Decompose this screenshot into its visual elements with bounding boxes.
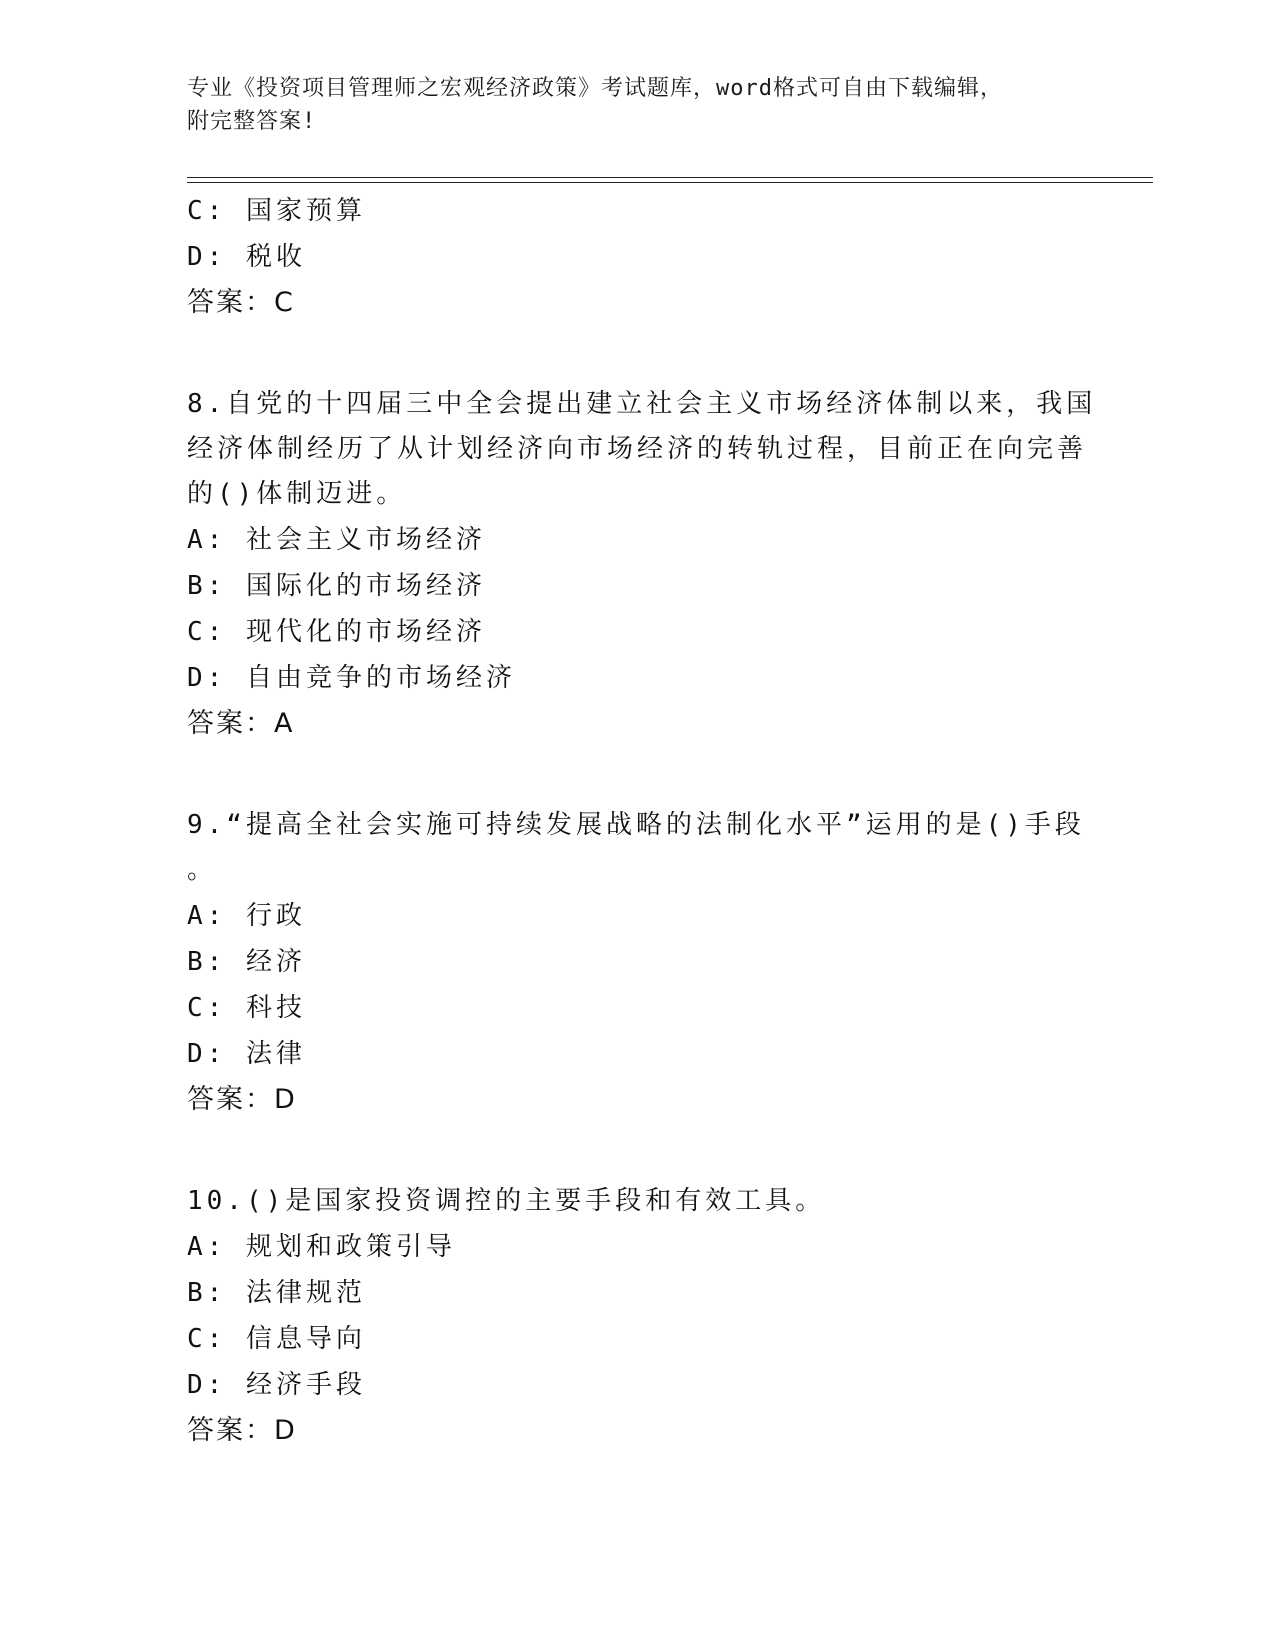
option-d: D: 税收 (187, 242, 306, 272)
question-stem-line: 的()体制迈进。 (187, 479, 407, 509)
answer-line: 答案：A (187, 708, 295, 739)
header-divider-top (187, 177, 1153, 178)
option-b: B: 经济 (187, 947, 306, 977)
question-list (187, 188, 1097, 1454)
option-d: D: 自由竞争的市场经济 (187, 663, 516, 693)
option-b: B: 国际化的市场经济 (187, 571, 486, 601)
header-divider-bottom (187, 182, 1153, 183)
header-line-2: 附完整答案! (187, 109, 317, 134)
question-7-tail (187, 188, 1087, 326)
answer-line: 答案：D (187, 1415, 297, 1446)
option-b: B: 法律规范 (187, 1278, 366, 1308)
option-a: A: 社会主义市场经济 (187, 525, 486, 555)
answer-line: 答案：C (187, 287, 295, 318)
question-stem-line: 经济体制经历了从计划经济向市场经济的转轨过程，目前正在向完善 (187, 434, 1088, 464)
option-d: D: 经济手段 (187, 1370, 366, 1400)
option-d: D: 法律 (187, 1039, 306, 1069)
option-a: A: 行政 (187, 901, 306, 931)
spacer (187, 326, 1087, 382)
option-a: A: 规划和政策引导 (187, 1232, 456, 1262)
question-stem-line: 10.()是国家投资调控的主要手段和有效工具。 (187, 1186, 826, 1216)
option-c: C: 现代化的市场经济 (187, 617, 486, 647)
question-9 (187, 803, 1087, 1123)
question-stem-line: 。 (187, 855, 218, 885)
spacer (187, 1123, 1087, 1179)
option-c: C: 国家预算 (187, 196, 366, 226)
question-stem-line: 8.自党的十四届三中全会提出建立社会主义市场经济体制以来，我国 (187, 389, 1097, 419)
question-stem-line: 9.“提高全社会实施可持续发展战略的法制化水平”运用的是()手段 (187, 810, 1085, 840)
option-c: C: 信息导向 (187, 1324, 366, 1354)
answer-line: 答案：D (187, 1084, 297, 1115)
header-line-1: 专业《投资项目管理师之宏观经济政策》考试题库，word格式可自由下载编辑， (187, 76, 1003, 101)
question-8 (187, 382, 1097, 747)
question-10 (187, 1179, 1087, 1454)
option-c: C: 科技 (187, 993, 306, 1023)
spacer (187, 747, 1087, 803)
document-header (187, 72, 1087, 138)
